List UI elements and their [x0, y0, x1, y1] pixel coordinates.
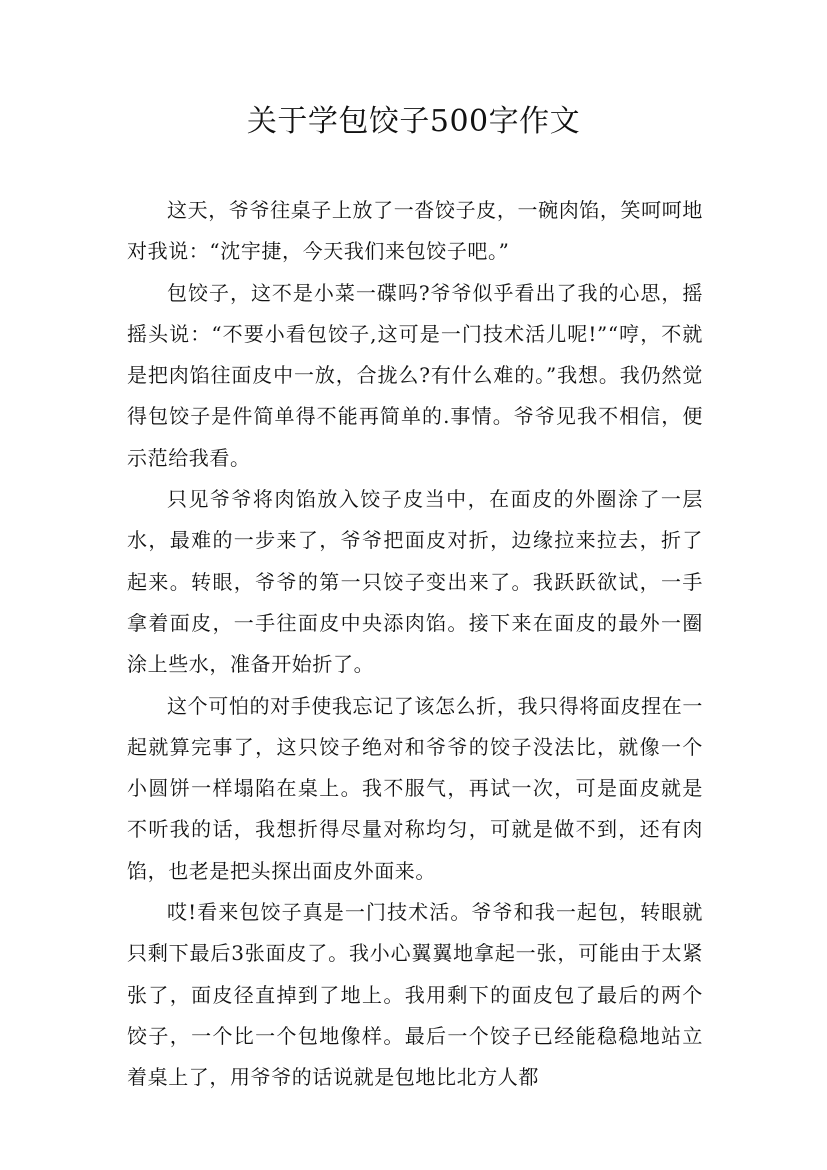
paragraph-1: 这天，爷爷往桌子上放了一沓饺子皮，一碗肉馅，笑呵呵地对我说：“沈宇捷，今天我们来包饺子吧。”: [127, 198, 703, 264]
document-title: 关于学包饺子500字作文: [246, 104, 581, 139]
paragraph-3: 只见爷爷将肉馅放入饺子皮当中，在面皮的外圈涂了一层水，最难的一步来了，爷爷把面皮对折，边缘拉来拉去，折了起来。转眼，爷爷的第一只饺子变出来了。我跃跃欲试，一手拿着面皮，一手往面皮中央添肉馅。接下来在面皮的最外一圈涂上些水，准备开始折了。: [127, 487, 703, 677]
paragraph-4: 这个可怕的对手使我忘记了该怎么折，我只得将面皮捏在一起就算完事了，这只饺子绝对和爷爷的饺子没法比，就像一个小圆饼一样塌陷在桌上。我不服气，再试一次，可是面皮就是不听我的话，我想折得尽量对称均匀，可就是做不到，还有肉馅，也老是把头探出面皮外面来。: [127, 693, 703, 883]
paragraph-5: 哎!看来包饺子真是一门技术活。爷爷和我一起包，转眼就只剩下最后3张面皮了。我小心翼翼地拿起一张，可能由于太紧张了，面皮径直掉到了地上。我用剩下的面皮包了最后的两个饺子，一个比一个包地像样。最后一个饺子已经能稳稳地站立着桌上了，用爷爷的话说就是包地比北方人都: [127, 900, 703, 1090]
paragraph-2: 包饺子，这不是小菜一碟吗?爷爷似乎看出了我的心思，摇摇头说：“不要小看包饺子,这可是一门技术活儿呢!”“哼，不就是把肉馅往面皮中一放，合拢么?有什么难的。”我想。我仍然觉得包饺子是件简单得不能再简单的.事情。爷爷见我不相信，便示范给我看。: [127, 280, 703, 470]
essay-body: [127, 190, 703, 1099]
